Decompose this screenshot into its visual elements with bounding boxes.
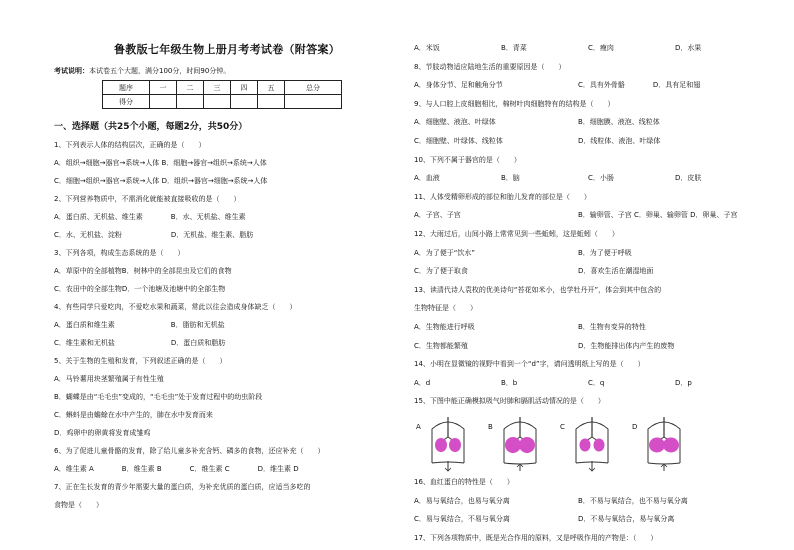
- question-line: 6、为了促进儿童骨骼的发育，除了给儿童多补充含钙、磷多的食物，还应补充（ ）: [54, 447, 325, 455]
- figure-label: A: [416, 423, 421, 431]
- score-header-cell: 四: [231, 81, 258, 95]
- question-line: A．蛋白质和维生素 B．脂肪和无机盐: [54, 321, 225, 329]
- question-line: 3、下列各项，构成生态系统的是（ ）: [54, 249, 185, 257]
- answer-options: [414, 248, 764, 258]
- answer-option: A．细胞壁、液泡、叶绿体: [414, 118, 496, 127]
- answer-option: B．脑: [501, 174, 520, 183]
- answer-options: [414, 173, 764, 183]
- answer-option: B．为了便于呼吸: [578, 248, 632, 257]
- question-line: 7、正在生长发育的青少年需要大量的蛋白质，为补充优质的蛋白质，应适当多吃的: [54, 483, 311, 491]
- answer-option: C．小肠: [588, 174, 614, 183]
- answer-option: A．生物能进行呼吸: [414, 323, 475, 331]
- answer-options: [414, 210, 764, 220]
- score-header-cell: 一: [150, 81, 177, 95]
- answer-options: [414, 322, 764, 332]
- question-line: A．维生素 A B．维生素 B C．维生素 C D．维生素 D: [54, 465, 299, 473]
- answer-option: A．易与氧结合，也易与氧分离: [414, 496, 510, 505]
- score-cell[interactable]: [204, 95, 231, 109]
- score-table: [102, 80, 342, 109]
- answer-option: A．米饭: [414, 44, 440, 52]
- note-text: 本试卷五个大题，满分100分，时间90分钟。: [89, 67, 231, 75]
- lung-model-figure: [414, 415, 694, 475]
- score-header-cell: 二: [177, 81, 204, 95]
- question-line: C．蝌蚪是由蟾蜍在水中产生的，肺在水中发育而来: [54, 411, 213, 419]
- question-line: 11、人体受精卵形成的部位和胎儿发育的部位是（ ）: [414, 192, 591, 201]
- answer-options: [414, 266, 764, 276]
- answer-option: B．青菜: [501, 44, 527, 52]
- score-header-cell: 题序: [103, 81, 150, 95]
- question-line: 食物是（ ）: [54, 501, 103, 509]
- exam-note: [54, 66, 230, 76]
- score-header-cell: 五: [258, 81, 285, 95]
- question-line: 17、下列各项物质中，既是光合作用的原料，又是呼吸作用的产物是：（ ）: [414, 533, 658, 542]
- question-line: A．马铃薯用块茎繁殖属于有性生殖: [54, 375, 164, 383]
- answer-option: C．易与氧结合，不易与氧分离: [414, 515, 510, 524]
- answer-options: [414, 514, 764, 524]
- answer-option: D．生物能排出体内产生的废物: [578, 341, 675, 350]
- answer-option: B．不易与氧结合，也不易与氧分离: [578, 496, 688, 505]
- question-line: C．水、无机盐、淀粉 D．无机盐、维生素、脂肪: [54, 231, 254, 239]
- score-cell[interactable]: [231, 95, 258, 109]
- question-line: 1、下列表示人体的结构层次，正确的是（ ）: [54, 141, 206, 149]
- question-line: A．蛋白质、无机盐、维生素 B．水、无机盐、维生素: [54, 213, 246, 221]
- section-title: 一、选择题（共25个小题，每题2分，共50分）: [54, 122, 248, 132]
- question-line: 15、下图中能正确模拟吸气时肺和膈肌活动情况的是（ ）: [414, 397, 605, 406]
- answer-option: D．p: [675, 378, 692, 387]
- question-line: C．维生素和无机盐 D．蛋白质和脂肪: [54, 339, 226, 347]
- answer-option: D．不易与氧结合，易与氧分离: [578, 515, 675, 524]
- score-row-label: 得分: [103, 95, 150, 109]
- answer-option: A．为了便于“饮水”: [414, 248, 476, 257]
- answer-option: A．d: [414, 378, 431, 387]
- score-header-cell: 三: [204, 81, 231, 95]
- answer-option: C．q: [588, 378, 605, 387]
- question-line: C．细胞→组织→器官→系统→人体 D．组织→器官→细胞→系统→人体: [54, 177, 268, 185]
- question-line: 13、读清代诗人袁枚的优美诗句“苔花如米小，也学牡丹开”，体会到其中包含的: [414, 285, 662, 294]
- answer-option: A．血液: [414, 174, 440, 183]
- answer-option: C．为了便于取食: [414, 267, 468, 276]
- question-line: 9、与人口腔上皮细胞相比，棉树叶肉细胞特有的结构是（ ）: [414, 99, 615, 108]
- score-row: [103, 95, 342, 109]
- score-cell[interactable]: [285, 95, 342, 109]
- question-line: D．鸡卵中的卵黄将发育成雏鸡: [54, 429, 151, 437]
- answer-option: C．生物都能繁殖: [414, 341, 468, 350]
- question-line: 12、大雨过后，山间小路上常常见到一些蚯蚓，这是蚯蚓（ ）: [414, 230, 619, 238]
- question-line: B．蝴蝶是由“毛毛虫”变成的，“毛毛虫”处于发育过程中的幼虫阶段: [54, 393, 263, 401]
- page-title: 鲁教版七年级生物上册月考考试卷（附答案）: [114, 43, 340, 56]
- score-cell[interactable]: [177, 95, 204, 109]
- answer-options: [414, 378, 764, 388]
- question-line: 10、下列不属于器官的是（ ）: [414, 155, 521, 164]
- answer-option: B．b: [501, 378, 518, 387]
- answer-option: C．具有外骨骼 D．具有足和翅: [578, 81, 701, 90]
- question-line: 14、小明在显微镜的视野中看到一个“d”字，请问透明纸上写的是（ ）: [414, 360, 645, 369]
- question-line: 16、血红蛋白的特性是（ ）: [414, 478, 514, 486]
- question-line: 8、节肢动物适应陆地生活的重要原因是（ ）: [414, 62, 566, 71]
- answer-option: C．细胞壁、叶绿体、线粒体: [414, 137, 503, 145]
- answer-option: D．线粒体、液泡、叶绿体: [578, 137, 661, 145]
- question-line: A．组织→细胞→器官→系统→人体 B．细胞→器官→组织→系统→人体: [54, 159, 267, 167]
- score-header-cell: 总分: [285, 81, 342, 95]
- question-line: C．农田中的全部生物D．一个池塘及池塘中的全部生物: [54, 285, 226, 293]
- question-line: 5、关于生物的生殖和发育，下列叙述正确的是（ ）: [54, 357, 227, 365]
- figure-label: C: [560, 423, 565, 431]
- answer-option: A．身体分节、足和触角分节: [414, 81, 503, 90]
- score-cell[interactable]: [150, 95, 177, 109]
- question-line: 生物特征是（ ）: [414, 304, 477, 313]
- question-line: A．草原中的全部植物B．树林中的全部昆虫及它们的食物: [54, 267, 232, 275]
- note-label: 考试说明：: [54, 67, 89, 75]
- answer-option: D．喜欢生活在潮湿地面: [578, 267, 654, 276]
- question-line: 4、有些同学只爱吃肉，不爱吃水果和蔬菜，常此以往会造成身体缺乏（ ）: [54, 303, 297, 311]
- answer-option: D．皮肤: [675, 174, 702, 183]
- answer-options: [414, 80, 764, 90]
- answer-options: [414, 496, 764, 506]
- figure-label: B: [488, 423, 493, 431]
- question-line: 2、下列营养物质中，不需消化就能被直接吸收的是（ ）: [54, 195, 241, 203]
- answer-options: [414, 117, 764, 127]
- answer-option: B．细胞膜、液泡、线粒体: [578, 118, 660, 127]
- answer-option: B．生物有变异的特性: [578, 323, 646, 331]
- answer-option: B．输卵管、子宫 C．卵巢、输卵管 D．卵巢、子宫: [578, 211, 738, 220]
- score-header-row: [103, 81, 342, 95]
- answer-option: A．子宫、子宫: [414, 211, 461, 220]
- answer-option: D．水果: [675, 44, 702, 52]
- answer-options: [414, 341, 764, 351]
- score-cell[interactable]: [258, 95, 285, 109]
- figure-label: D: [632, 423, 638, 431]
- answer-option: C．瘦肉: [588, 44, 614, 52]
- answer-options: [414, 43, 764, 53]
- answer-options: [414, 136, 764, 146]
